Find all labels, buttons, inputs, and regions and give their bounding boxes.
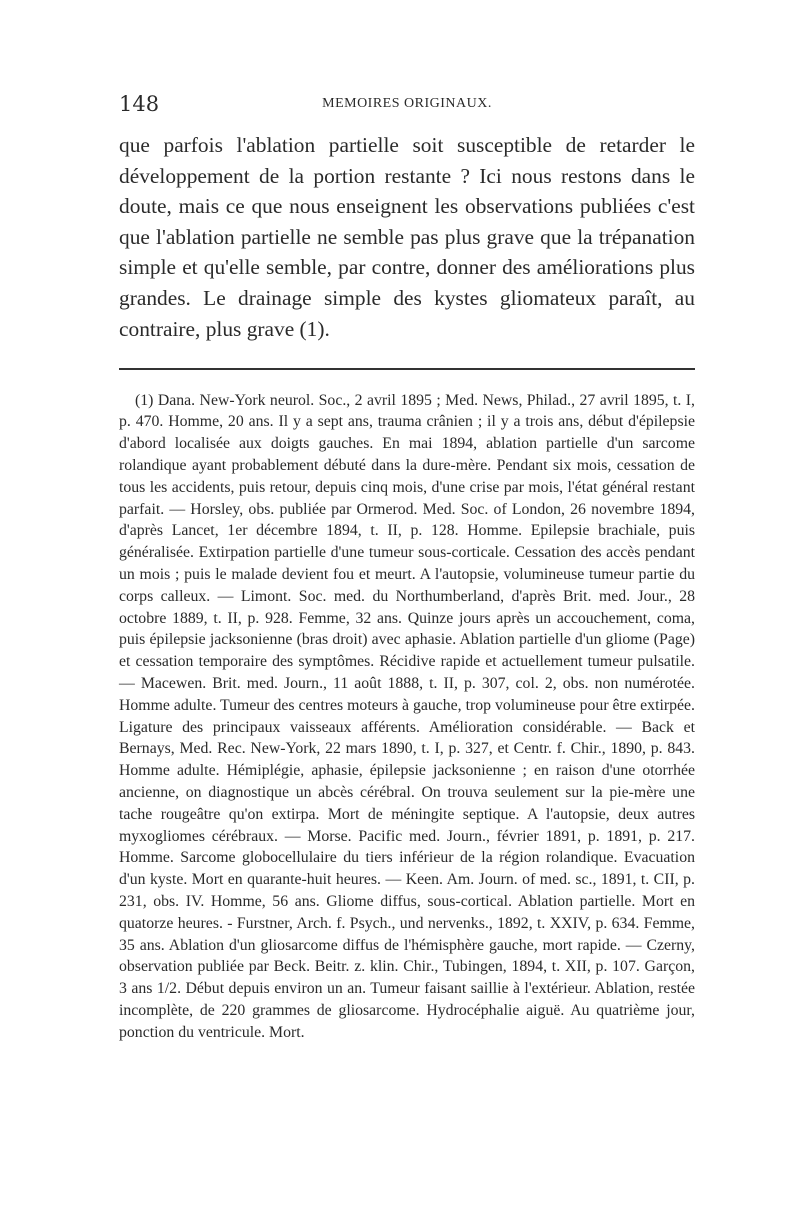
document-page bbox=[119, 92, 695, 1044]
footnote: (1) Dana. New-York neurol. Soc., 2 avril 1895 ; Med. News, Philad., 27 avril 1895, t. I, p. 470. Homme, 20 ans. Il y a sept ans, trauma crânien ; il y a trois ans, début d'épilepsie d'abord localisée aux doigts gauches. En mai 1894, ablation partielle d'un sarcome rolandique ayant probablement débuté dans la dure-mère. Pendant six mois, cessation de tous les accidents, puis retour, depuis cinq mois, d'une crise par mois, l'état général restant parfait. — Horsley, obs. publiée par Ormerod. Med. Soc. of London, 26 novembre 1894, d'après Lancet, 1er décembre 1894, t. II, p. 128. Homme. Epilepsie brachiale, puis généralisée. Extirpation partielle d'une tumeur sous-corticale. Cessation des accès pendant un mois ; puis le malade devient fou et meurt. A l'autopsie, volumineuse tumeur partie du corps calleux. — Limont. Soc. med. du Northumberland, d'après Brit. med. Jour., 28 octobre 1889, t. II, p. 928. Femme, 32 ans. Quinze jours après un accouchement, coma, puis épilepsie jacksonienne (bras droit) avec aphasie. Ablation partielle d'un gliome (Page) et cessation temporaire des symptômes. Récidive rapide et actuellement tumeur pulsatile. — Macewen. Brit. med. Journ., 11 août 1888, t. II, p. 307, col. 2, obs. non numérotée. Homme adulte. Tumeur des centres moteurs à gauche, trop volumineuse pour être extirpée. Ligature des principaux vaisseaux afférents. Amélioration considérable. — Back et Bernays, Med. Rec. New-York, 22 mars 1890, t. I, p. 327, et Centr. f. Chir., 1890, p. 843. Homme adulte. Hémiplégie, aphasie, épilepsie jacksonienne ; en raison d'une otorrhée ancienne, on diagnostique un abcès cérébral. On trouva seulement sur la pie-mère une tache rougeâtre qu'on extirpa. Mort de méningite septique. A l'autopsie, deux autres myxogliomes cérébraux. — Morse. Pacific med. Journ., février 1891, p. 1891, p. 217. Homme. Sarcome globocellulaire du tiers inférieur de la région rolandique. Evacuation d'un kyste. Mort en quarante-huit heures. — Keen. Am. Journ. of med. sc., 1891, t. CII, p. 231, obs. IV. Homme, 56 ans. Gliome diffus, sous-cortical. Ablation partielle. Mort en quatorze heures. - Furstner, Arch. f. Psych., und nervenks., 1892, t. XXIV, p. 634. Femme, 35 ans. Ablation d'un gliosarcome diffus de l'hémisphère gauche, mort rapide. — Czerny, observation publiée par Beck. Beitr. z. klin. Chir., Tubingen, 1894, t. XII, p. 107. Garçon, 3 ans 1/2. Début depuis environ un an. Tumeur faisant saillie à l'extérieur. Ablation, restée incomplète, de 220 grammes de gliosarcome. Hydrocéphalie aiguë. Au quatrième jour, ponction du ventricule. Mort. bbox=[119, 391, 695, 1041]
running-head: MEMOIRES ORIGINAUX. bbox=[322, 96, 492, 111]
page-number: 148 bbox=[119, 92, 160, 116]
page-header bbox=[119, 92, 695, 122]
body-paragraph: que parfois l'ablation partielle soit susceptible de retarder le développement de la portion restante ? Ici nous restons dans le doute, mais ce que nous enseignent les observations publiées c'est que l'ablation partielle ne semble pas plus grave que la trépanation simple et qu'elle semble, par contre, donner des améliorations plus grandes. Le drainage simple des kystes gliomateux paraît, au contraire, plus grave (1). bbox=[119, 133, 695, 341]
footnote-separator bbox=[119, 368, 695, 370]
